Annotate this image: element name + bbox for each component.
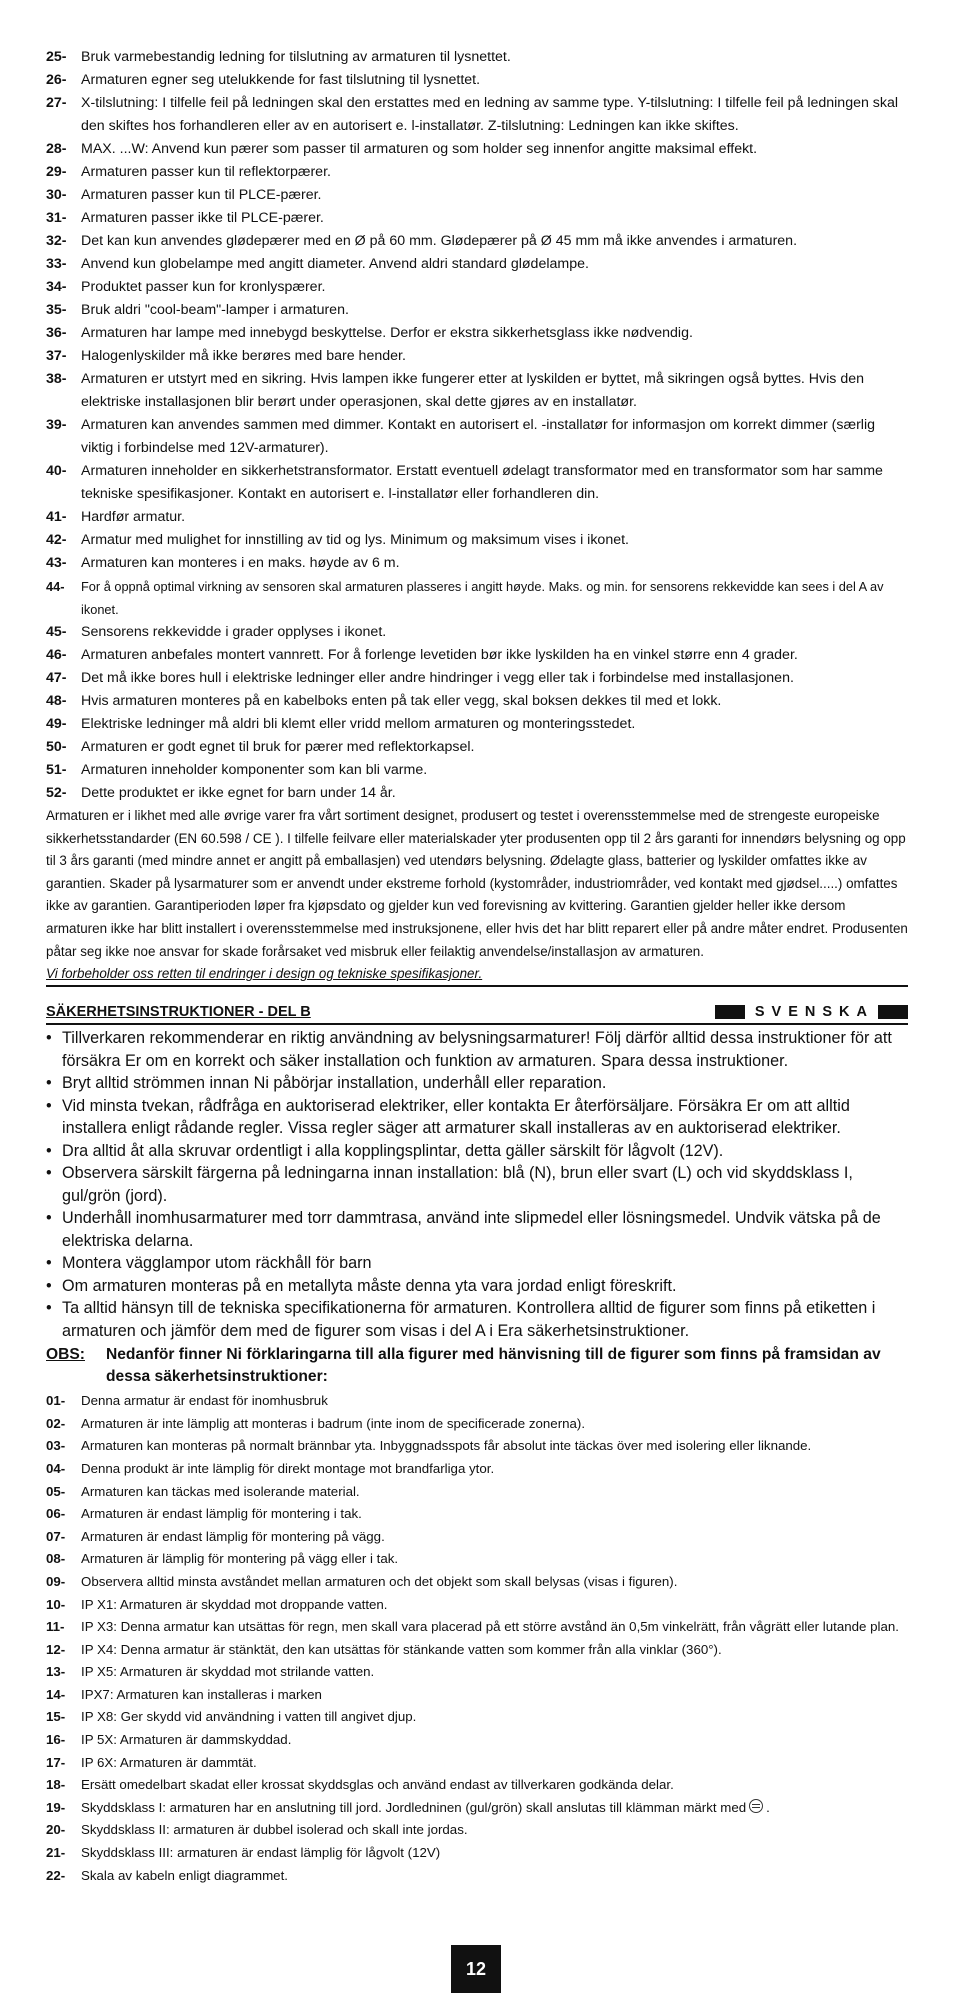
item-text bbox=[81, 1819, 908, 1842]
item-text-body: IP X5: Armaturen är skyddad mot strilande vatten. bbox=[81, 1664, 375, 1680]
item-text-body: Skyddsklass II: armaturen är dubbel isolerad och skall inte jordas. bbox=[81, 1822, 468, 1838]
item-text-body: Armaturen passer ikke til PLCE-pærer. bbox=[81, 210, 324, 226]
item-text-body: IP 6X: Armaturen är dammtät. bbox=[81, 1754, 257, 1770]
item-number: 10- bbox=[46, 1596, 66, 1612]
bullet-text: Ta alltid hänsyn till de tekniska specifikationerna för armaturen. Kontrollera alltid de figurer som finns på etiketten i armaturen och jämför dem med de figurer som visas i del A i Era säkerhetsinstruktioner. bbox=[62, 1299, 876, 1340]
list-item bbox=[46, 184, 908, 207]
item-text-body: MAX. ...W: Anvend kun pærer som passer til armaturen og som holder seg innenfor angitte maksimal effekt. bbox=[81, 141, 758, 157]
item-text bbox=[81, 1684, 908, 1707]
list-item bbox=[46, 1503, 908, 1526]
item-number: 20- bbox=[46, 1822, 66, 1838]
item-text bbox=[81, 1548, 908, 1571]
bullet-text: Observera särskilt färgerna på ledningarna innan installation: blå (N), brun eller svart (L) och vid skyddsklass I, gul/grön (jord). bbox=[62, 1164, 853, 1205]
list-item bbox=[46, 460, 908, 506]
item-text-body: Halogenlyskilder må ikke berøres med bare hender. bbox=[81, 348, 406, 364]
list-item bbox=[46, 1865, 908, 1888]
item-text-body: IP X1: Armaturen är skyddad mot droppande vatten. bbox=[81, 1596, 388, 1612]
list-item bbox=[46, 1774, 908, 1797]
list-item bbox=[46, 552, 908, 575]
list-item bbox=[46, 46, 908, 69]
item-number: 29- bbox=[46, 164, 67, 180]
bullet-item bbox=[46, 1072, 908, 1095]
item-text-body: Armaturen är endast lämplig för montering på vägg. bbox=[81, 1528, 385, 1544]
item-text-body: Ersätt omedelbart skadat eller krossat skyddsglas och använd endast av tillverkaren godkända delar. bbox=[81, 1777, 674, 1793]
item-text-body: Skala av kabeln enligt diagrammet. bbox=[81, 1867, 288, 1883]
item-number: 38- bbox=[46, 371, 67, 387]
language-label: SVENSKA bbox=[754, 1004, 874, 1021]
item-text-body: Armaturen är lämplig för montering på vägg eller i tak. bbox=[81, 1551, 399, 1567]
item-text bbox=[81, 230, 908, 253]
item-text bbox=[81, 161, 908, 184]
item-text bbox=[81, 1435, 908, 1458]
item-number: 48- bbox=[46, 693, 67, 709]
item-text bbox=[81, 345, 908, 368]
item-number: 09- bbox=[46, 1573, 66, 1589]
item-number: 27- bbox=[46, 95, 67, 111]
list-item bbox=[46, 1458, 908, 1481]
item-text bbox=[81, 1842, 908, 1865]
item-number: 14- bbox=[46, 1686, 66, 1702]
item-number: 46- bbox=[46, 647, 67, 663]
bullet-item bbox=[46, 1207, 908, 1252]
list-item bbox=[46, 345, 908, 368]
item-number: 01- bbox=[46, 1393, 66, 1409]
item-text bbox=[81, 1706, 908, 1729]
list-item bbox=[46, 529, 908, 552]
bullet-dot-icon: • bbox=[46, 1141, 52, 1160]
bullet-item bbox=[46, 1162, 908, 1207]
bullet-text: Vid minsta tvekan, rådfråga en auktoriserad elektriker, eller kontakta Er återförsäljare. Försäkra Er om att alltid installera enligt rådande regler. Vissa regler säger att armaturer skall installeras av en auktoriserad elektriker. bbox=[62, 1096, 850, 1138]
item-number: 42- bbox=[46, 532, 67, 548]
item-text bbox=[81, 575, 908, 621]
item-text-body: Denna armatur är endast för inomhusbruk bbox=[81, 1393, 328, 1409]
item-text bbox=[81, 1797, 908, 1820]
item-number: 28- bbox=[46, 141, 67, 157]
item-number: 33- bbox=[46, 256, 67, 272]
item-text bbox=[81, 690, 908, 713]
item-text-body: Armaturen egner seg utelukkende for fast tilslutning til lysnettet. bbox=[81, 72, 481, 88]
bullet-text: Dra alltid åt alla skruvar ordentligt i alla kopplingsplintar, detta gäller särskilt för lågvolt (12V). bbox=[62, 1141, 724, 1160]
item-number: 26- bbox=[46, 72, 67, 88]
item-text-body: Denna produkt är inte lämplig för direkt montage mot brandfarliga ytor. bbox=[81, 1460, 495, 1476]
item-text bbox=[81, 460, 908, 506]
language-bar-left bbox=[715, 1005, 745, 1019]
list-item bbox=[46, 1706, 908, 1729]
page-content bbox=[46, 46, 908, 1887]
language-bar-right bbox=[878, 1005, 908, 1019]
item-text-body: Armaturen anbefales montert vannrett. For å forlenge levetiden bør ikke lyskilden ha en vinkel større enn 4 grader. bbox=[81, 647, 798, 663]
item-text bbox=[81, 1390, 908, 1413]
item-text bbox=[81, 552, 908, 575]
item-number: 35- bbox=[46, 302, 67, 318]
list-item bbox=[46, 1571, 908, 1594]
item-text-body: Det kan kun anvendes glødepærer med en Ø på 60 mm. Glødepærer på Ø 45 mm må ikke anvendes i armaturen. bbox=[81, 233, 798, 249]
list-item bbox=[46, 782, 908, 805]
list-item bbox=[46, 1435, 908, 1458]
item-number: 02- bbox=[46, 1415, 66, 1431]
item-number: 47- bbox=[46, 670, 67, 686]
item-number: 11- bbox=[46, 1619, 65, 1635]
item-text bbox=[81, 1413, 908, 1436]
item-text bbox=[81, 322, 908, 345]
item-number: 40- bbox=[46, 463, 67, 479]
bullet-item bbox=[46, 1027, 908, 1072]
item-number: 16- bbox=[46, 1732, 66, 1748]
item-number: 22- bbox=[46, 1867, 66, 1883]
item-text-body: Armaturen passer kun til reflektorpærer. bbox=[81, 164, 331, 180]
bullet-dot-icon: • bbox=[46, 1096, 52, 1115]
item-text-body: Armaturen är inte lämplig att monteras i badrum (inte inom de specificerade zonerna). bbox=[81, 1415, 586, 1431]
item-number: 12- bbox=[46, 1641, 66, 1657]
item-number: 39- bbox=[46, 417, 67, 433]
obs-text: Nedanför finner Ni förklaringarna till alla figurer med hänvisning till de figurer som finns på framsidan av dessa säkerhetsinstruktioner: bbox=[106, 1346, 881, 1386]
bullet-dot-icon: • bbox=[46, 1299, 52, 1318]
item-text bbox=[81, 207, 908, 230]
list-item bbox=[46, 69, 908, 92]
item-text bbox=[81, 69, 908, 92]
language-badge bbox=[715, 1004, 908, 1020]
item-text-body: Armatur med mulighet for innstilling av tid og lys. Minimum og maksimum vises i ikonet. bbox=[81, 532, 629, 548]
item-text-body: Dette produktet er ikke egnet for barn under 14 år. bbox=[81, 785, 396, 801]
list-item bbox=[46, 644, 908, 667]
bullet-item bbox=[46, 1140, 908, 1163]
item-number: 03- bbox=[46, 1438, 66, 1454]
bullet-dot-icon: • bbox=[46, 1164, 52, 1183]
list-item bbox=[46, 713, 908, 736]
item-text-body: Armaturen er utstyrt med en sikring. Hvis lampen ikke fungerer etter at lyskilden er byttet, må sikringen også byttes. Hvis den elektriske installasjonen blir berørt under operasjonen, skal dette gjøres av en installatør. bbox=[81, 371, 865, 410]
item-text bbox=[81, 1774, 908, 1797]
item-text bbox=[81, 1639, 908, 1662]
item-number: 34- bbox=[46, 279, 67, 295]
list-item bbox=[46, 253, 908, 276]
list-item bbox=[46, 230, 908, 253]
item-number: 31- bbox=[46, 210, 67, 226]
item-text bbox=[81, 1594, 908, 1617]
item-number: 13- bbox=[46, 1664, 66, 1680]
bullet-dot-icon: • bbox=[46, 1254, 52, 1273]
list-item bbox=[46, 759, 908, 782]
item-text-body: Armaturen inneholder komponenter som kan bli varme. bbox=[81, 762, 428, 778]
item-text bbox=[81, 253, 908, 276]
item-number: 43- bbox=[46, 555, 67, 571]
item-text-body: IPX7: Armaturen kan installeras i marken bbox=[81, 1686, 322, 1702]
item-text-body: Observera alltid minsta avståndet mellan armaturen och det objekt som skall belysas (visas i figuren). bbox=[81, 1573, 678, 1589]
item-number: 30- bbox=[46, 187, 67, 203]
earth-icon bbox=[749, 1799, 763, 1813]
item-text bbox=[81, 299, 908, 322]
item-text-body: Armaturen är endast lämplig för montering i tak. bbox=[81, 1506, 362, 1522]
item-number: 06- bbox=[46, 1506, 66, 1522]
item-text bbox=[81, 621, 908, 644]
disclaimer: Vi forbeholder oss retten til endringer i design og tekniske spesifikasjoner. bbox=[46, 963, 908, 987]
item-number: 21- bbox=[46, 1845, 66, 1861]
list-item bbox=[46, 414, 908, 460]
item-text-body: Bruk varmebestandig ledning for tilslutning av armaturen til lysnettet. bbox=[81, 49, 511, 65]
item-text bbox=[81, 46, 908, 69]
bullet-text: Montera vägglampor utom räckhåll för barn bbox=[62, 1254, 372, 1273]
item-text bbox=[81, 1526, 908, 1549]
bullet-text: Tillverkaren rekommenderar en riktig användning av belysningsarmaturer! Följ därför alltid dessa instruktioner för att försäkra Er om en korrekt och säker installation och funktion av armaturen. Spara dessa instruktioner. bbox=[62, 1029, 892, 1070]
item-number: 36- bbox=[46, 325, 67, 341]
item-text-body: X-tilslutning: I tilfelle feil på ledningen skal den erstattes med en ledning av samme type. Y-tilslutning: I tilfelle feil på ledningen skal den skiftes hos forhandleren eller av en autorisert e. l-installatør. Z-tilslutning: Ledningen kan ikke skiftes. bbox=[81, 95, 899, 134]
item-text bbox=[81, 1616, 908, 1639]
list-item bbox=[46, 276, 908, 299]
item-text-body: Skyddsklass I: armaturen har en anslutning till jord. Jordledninen (gul/grön) skall anslutas till klämman märkt med bbox=[81, 1799, 747, 1815]
list-item bbox=[46, 207, 908, 230]
item-text-body: Sensorens rekkevidde i grader opplyses i ikonet. bbox=[81, 624, 387, 640]
item-text bbox=[81, 713, 908, 736]
item-text-body: Armaturen kan täckas med isolerande material. bbox=[81, 1483, 360, 1499]
item-text-suffix: . bbox=[766, 1799, 770, 1815]
item-number: 04- bbox=[46, 1460, 66, 1476]
item-text bbox=[81, 138, 908, 161]
bullet-item bbox=[46, 1275, 908, 1298]
item-text-body: Hvis armaturen monteres på en kabelboks enten på tak eller vegg, skal boksen dekkes til med et lokk. bbox=[81, 693, 722, 709]
item-text bbox=[81, 414, 908, 460]
item-text bbox=[81, 276, 908, 299]
item-text bbox=[81, 1752, 908, 1775]
item-number: 49- bbox=[46, 716, 67, 732]
item-text-body: IP 5X: Armaturen är dammskyddad. bbox=[81, 1732, 292, 1748]
item-number: 07- bbox=[46, 1528, 66, 1544]
bullet-text: Underhåll inomhusarmaturer med torr dammtrasa, använd inte slipmedel eller lösningsmedel. Undvik vätska på de elektriska delarna. bbox=[62, 1209, 881, 1250]
item-text bbox=[81, 1571, 908, 1594]
list-item bbox=[46, 368, 908, 414]
item-number: 08- bbox=[46, 1551, 66, 1567]
item-text-body: Produktet passer kun for kronlyspærer. bbox=[81, 279, 326, 295]
list-item bbox=[46, 1616, 908, 1639]
list-item bbox=[46, 92, 908, 138]
list-item bbox=[46, 138, 908, 161]
item-text-body: Bruk aldri "cool-beam"-lamper i armaturen. bbox=[81, 302, 349, 318]
item-number: 19- bbox=[46, 1799, 66, 1815]
list-item bbox=[46, 621, 908, 644]
item-number: 37- bbox=[46, 348, 67, 364]
item-number: 44- bbox=[46, 579, 65, 594]
item-number: 25- bbox=[46, 49, 67, 65]
item-number: 15- bbox=[46, 1709, 66, 1725]
item-number: 45- bbox=[46, 624, 67, 640]
list-item bbox=[46, 667, 908, 690]
list-item bbox=[46, 161, 908, 184]
item-text-body: Armaturen kan monteras på normalt brännbar yta. Inbyggnadsspots får absolut inte täckas över med isolering eller liknande. bbox=[81, 1438, 812, 1454]
bullet-item bbox=[46, 1095, 908, 1140]
item-text bbox=[81, 1661, 908, 1684]
list-item bbox=[46, 1842, 908, 1865]
item-text bbox=[81, 644, 908, 667]
list-item bbox=[46, 1548, 908, 1571]
list-item bbox=[46, 1752, 908, 1775]
list-item bbox=[46, 1481, 908, 1504]
item-number: 17- bbox=[46, 1754, 66, 1770]
warranty-text: Armaturen er i likhet med alle øvrige varer fra vårt sortiment designet, produsert og testet i overensstemmelse med de strengeste europeiske sikkerhetsstandarder (EN 60.598 / CE ). I tilfelle feilvare eller materialskader yter produsenten opp til 2 års garanti for innendørs belysning og opp til 3 års garanti (med mindre annet er angitt på emballasjen) ved utendørs belysning. Ødelagte glass, batterier og lyskilder omfattes ikke av garantien. Skader på lysarmaturer som er anvendt under ekstreme forhold (kystområder, industriområder, ved kontakt med gjødsel.....) omfattes ikke av garantien. Garantiperioden løper fra kjøpsdato og gjelder kun ved forevisning av kvittering. Garantien gjelder heller ikke dersom armaturen ikke har blitt installert i overensstemmelse med instruksjonene, eller hvis det har blitt reparert eller på andre måter endret. Produsenten påtar seg ikke noe ansvar for skade forårsaket ved misbruk eller feilaktig anvendelse/installasjon av armaturen. bbox=[46, 808, 908, 959]
item-number: 50- bbox=[46, 739, 67, 755]
item-text bbox=[81, 368, 908, 414]
item-number: 05- bbox=[46, 1483, 66, 1499]
list-item bbox=[46, 1390, 908, 1413]
item-text bbox=[81, 1458, 908, 1481]
item-text bbox=[81, 759, 908, 782]
obs-note bbox=[46, 1344, 908, 1388]
item-text bbox=[81, 1729, 908, 1752]
item-text-body: Armaturen inneholder en sikkerhetstransformator. Erstatt eventuell ødelagt transformator med en transformator som har samme tekniske spesifikasjoner. Kontakt en autorisert e. l-installatør eller forhandleren din. bbox=[81, 463, 883, 502]
item-text bbox=[81, 667, 908, 690]
item-text bbox=[81, 506, 908, 529]
item-text-body: For å oppnå optimal virkning av sensoren skal armaturen plasseres i angitt høyde. Maks. og min. for sensorens rekkevidde kan sees i del A av ikonet. bbox=[81, 579, 884, 617]
bullet-text: Bryt alltid strömmen innan Ni påbörjar installation, underhåll eller reparation. bbox=[62, 1074, 607, 1093]
norwegian-item-list bbox=[46, 46, 908, 805]
item-number: 51- bbox=[46, 762, 67, 778]
swedish-item-list bbox=[46, 1390, 908, 1887]
list-item bbox=[46, 299, 908, 322]
list-item bbox=[46, 575, 908, 621]
bullet-dot-icon: • bbox=[46, 1209, 52, 1228]
item-text-body: Elektriske ledninger må aldri bli klemt eller vridd mellom armaturen og monteringsstedet. bbox=[81, 716, 636, 732]
item-number: 18- bbox=[46, 1777, 66, 1793]
item-text-body: Armaturen kan monteres i en maks. høyde av 6 m. bbox=[81, 555, 400, 571]
bullet-text: Om armaturen monteras på en metallyta måste denna yta vara jordad enligt föreskrift. bbox=[62, 1276, 677, 1295]
bullet-dot-icon: • bbox=[46, 1029, 52, 1048]
item-text bbox=[81, 1865, 908, 1888]
item-text-body: Hardfør armatur. bbox=[81, 509, 186, 525]
item-text-body: Armaturen er godt egnet til bruk for pærer med reflektorkapsel. bbox=[81, 739, 475, 755]
item-text bbox=[81, 184, 908, 207]
swedish-bullet-list bbox=[46, 1027, 908, 1342]
item-text bbox=[81, 1503, 908, 1526]
item-number: 52- bbox=[46, 785, 67, 801]
list-item bbox=[46, 1526, 908, 1549]
list-item bbox=[46, 1594, 908, 1617]
section-title: SÄKERHETSINSTRUKTIONER - DEL B bbox=[46, 1004, 311, 1021]
bullet-dot-icon: • bbox=[46, 1074, 52, 1093]
list-item bbox=[46, 1639, 908, 1662]
list-item bbox=[46, 1661, 908, 1684]
item-text-body: Armaturen kan anvendes sammen med dimmer. Kontakt en autorisert el. -installatør for informasjon om korrekt dimmer (særlig viktig i forbindelse med 12V-armaturer). bbox=[81, 417, 876, 456]
list-item bbox=[46, 1684, 908, 1707]
list-item bbox=[46, 322, 908, 345]
item-number: 41- bbox=[46, 509, 67, 525]
item-text-body: IP X3: Denna armatur kan utsättas för regn, men skall vara placerad på ett större avstånd än 0,5m vinkelrätt, från vågrätt eller lutande plan. bbox=[81, 1619, 899, 1635]
bullet-item bbox=[46, 1297, 908, 1342]
item-number: 32- bbox=[46, 233, 67, 249]
item-text bbox=[81, 782, 908, 805]
list-item bbox=[46, 736, 908, 759]
item-text-body: Det må ikke bores hull i elektriske ledninger eller andre hindringer i vegg eller tak i forbindelse med installasjonen. bbox=[81, 670, 794, 686]
list-item bbox=[46, 506, 908, 529]
list-item bbox=[46, 1797, 908, 1820]
item-text bbox=[81, 529, 908, 552]
item-text-body: IP X8: Ger skydd vid användning i vatten till angivet djup. bbox=[81, 1709, 417, 1725]
item-text-body: IP X4: Denna armatur är stänktät, den kan utsättas för stänkande vatten som kommer från alla vinklar (360°). bbox=[81, 1641, 722, 1657]
list-item bbox=[46, 1413, 908, 1436]
item-text-body: Armaturen har lampe med innebygd beskyttelse. Derfor er ekstra sikkerhetsglass ikke nødvendig. bbox=[81, 325, 693, 341]
obs-label: OBS: bbox=[46, 1346, 85, 1364]
item-text bbox=[81, 736, 908, 759]
bullet-dot-icon: • bbox=[46, 1276, 52, 1295]
list-item bbox=[46, 1819, 908, 1842]
bullet-item bbox=[46, 1252, 908, 1275]
item-text bbox=[81, 92, 908, 138]
item-text-body: Skyddsklass III: armaturen är endast lämplig för lågvolt (12V) bbox=[81, 1845, 441, 1861]
list-item bbox=[46, 690, 908, 713]
list-item bbox=[46, 1729, 908, 1752]
section-header bbox=[46, 1001, 908, 1025]
page-number: 12 bbox=[451, 1945, 501, 1993]
item-text bbox=[81, 1481, 908, 1504]
item-text-body: Anvend kun globelampe med angitt diameter. Anvend aldri standard glødelampe. bbox=[81, 256, 589, 272]
item-text-body: Armaturen passer kun til PLCE-pærer. bbox=[81, 187, 322, 203]
